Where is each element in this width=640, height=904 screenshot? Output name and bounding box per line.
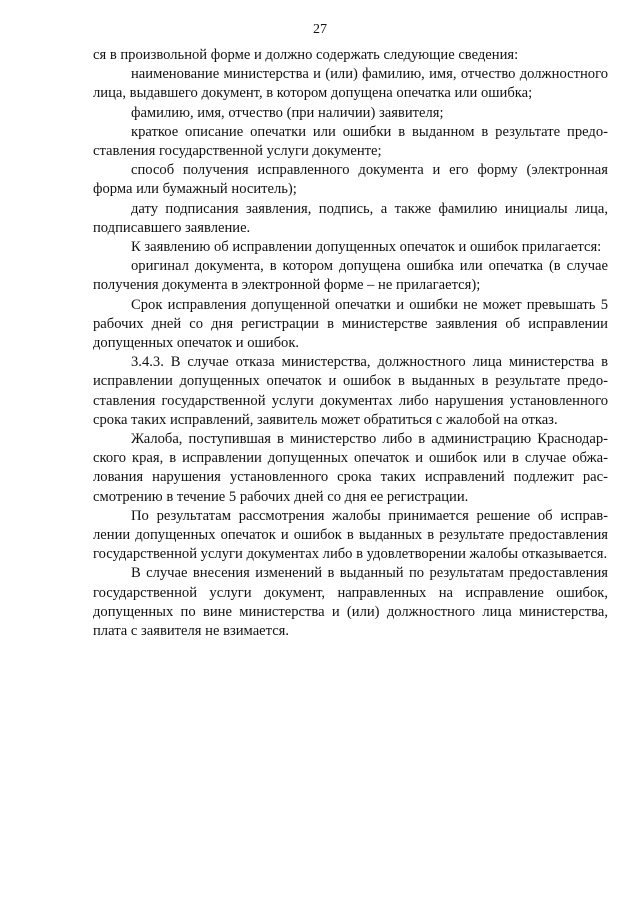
page-number: 27 [313,22,327,37]
paragraph-correction-deadline: Срок исправления допущенной опечатки и ошибки не может превышать 5 рабочих дней со дня регистрации в министерстве заявления об исправлении допущенных опечаток и ошибок. [93,296,608,352]
paragraph-ministry-name: наименование министерства и (или) фамилию, имя, отчество должностного лица, выдавшего документ, в котором допущена опечатка или ошибка; [93,66,608,102]
paragraph-delivery-method: способ получения исправленного документа и его форму (электронная форма или бумажный носитель); [93,162,608,198]
paragraph-applicant-name: фамилию, имя, отчество (при наличии) заявителя; [131,104,444,121]
paragraph-complaint: Жалоба, поступившая в министерство либо в администрацию Краснодарского края, в исправлении допущенных опечаток и ошибок или в случае обжалования нарушения установленного срока таких исправлений подлежит рассмотрению в течение 5 рабочих дней со дня ее регистрации. [93,431,608,505]
paragraph-original-document: оригинал документа, в котором допущена ошибка или опечатка (в случае получения документа в электронной форме – не прилагается); [93,258,608,294]
document-body [93,46,608,641]
paragraph-signature-date: дату подписания заявления, подпись, а также фамилию инициалы лица, подписавшего заявление. [93,200,608,236]
paragraph-section-3-4-3: 3.4.3. В случае отказа министерства, должностного лица министерства в исправлении допущенных опечаток и ошибок в выданных в результате предоставления государственной услуги документах либо нарушения установленного срока таких исправлений, заявитель может обратиться с жалобой на отказ. [93,354,608,428]
paragraph-attachments: К заявлению об исправлении допущенных опечаток и ошибок прилагается: [131,239,602,256]
paragraph-no-fee: В случае внесения изменений в выданный по результатам предоставления государственной услуги документ, направленных на исправление ошибок, допущенных по вине министерства и (или) должностного лица министерства, плата с заявителя не взимается. [93,565,608,640]
paragraph-continuation: ся в произвольной форме и должно содержать следующие сведения: [93,47,519,63]
paragraph-error-description: краткое описание опечатки или ошибки в выданном в результате предоставления государственной услуги документе; [93,123,608,160]
paragraph-complaint-result: По результатам рассмотрения жалобы принимается решение об исправлении допущенных опечаток и ошибок в выданных в результате предоставления государственной услуги документах либо в удовлетворении жалобы отказывается. [93,507,608,563]
